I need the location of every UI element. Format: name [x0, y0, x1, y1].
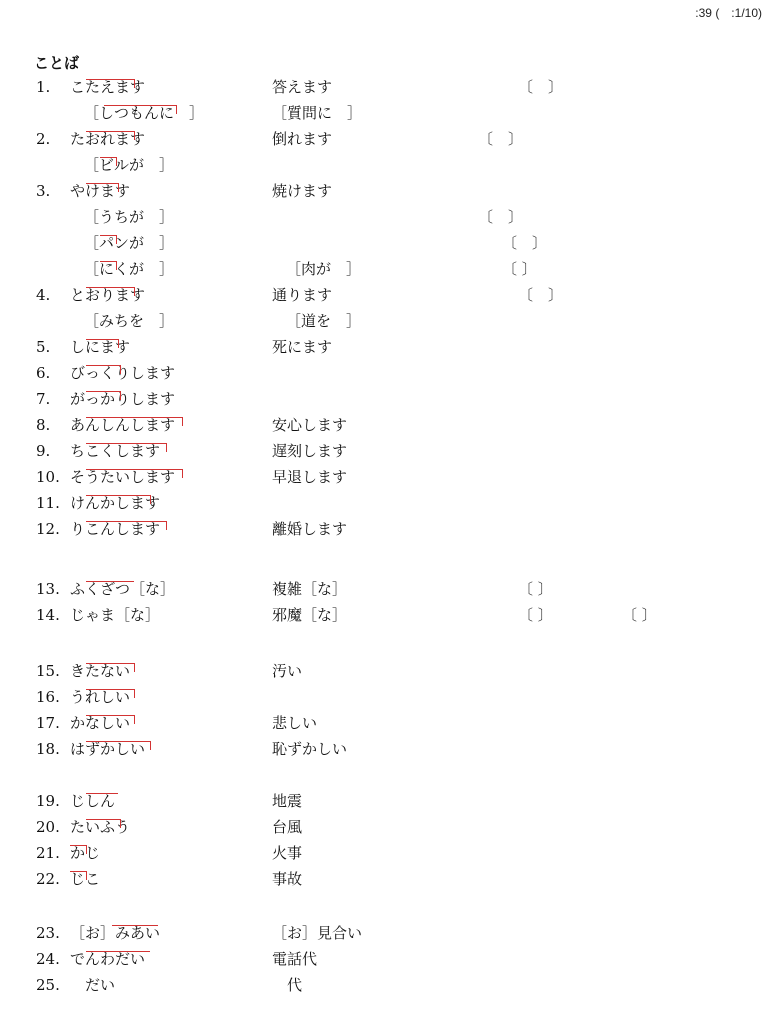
item-number: 14.: [36, 606, 60, 624]
item-reading: はずかしい: [70, 740, 146, 758]
accent-mark: [86, 339, 119, 348]
item-reading: だい: [70, 976, 116, 994]
accent-mark: [112, 925, 158, 934]
item-number: 7.: [36, 390, 51, 408]
item-kanji: 安心します: [272, 416, 348, 434]
item-number: 13.: [36, 580, 60, 598]
item-kanji: 倒れます: [272, 130, 333, 148]
item-number: 15.: [36, 662, 60, 680]
item-kanji: ［お］見合い: [272, 924, 363, 942]
item-number: 5.: [36, 338, 51, 356]
item-kanji: 複雑［な］: [272, 580, 348, 598]
item-reading: うれしい: [70, 688, 131, 706]
item-reading: きたない: [70, 662, 131, 680]
accent-mark: [86, 391, 121, 400]
item-reading: かじ: [70, 844, 101, 862]
item-number: 20.: [36, 818, 60, 836]
accent-mark: [86, 663, 135, 672]
item-kanji: 早退します: [272, 468, 348, 486]
list-item: [0, 840, 768, 866]
accent-mark: [86, 495, 151, 504]
item-reading: ［お］みあい: [70, 924, 161, 942]
answer-blank: 〔 〕: [502, 234, 548, 252]
item-number: 3.: [36, 182, 51, 200]
item-reading: そうたいします: [70, 468, 176, 486]
accent-mark: [86, 951, 150, 960]
item-number: 2.: [36, 130, 51, 148]
item-usage: ［ビルが ］: [84, 156, 175, 174]
item-number: 17.: [36, 714, 60, 732]
item-usage: ［にくが ］: [84, 260, 175, 278]
item-kanji: 邪魔［な］: [272, 606, 348, 624]
item-kanji: 代: [272, 976, 303, 994]
item-reading: かなしい: [70, 714, 131, 732]
list-item: [0, 972, 768, 998]
item-usage-kanji: ［道を ］: [286, 312, 362, 330]
list-item: [0, 866, 768, 892]
item-kanji: 事故: [272, 870, 303, 888]
item-kanji: 恥ずかしい: [272, 740, 348, 758]
item-number: 12.: [36, 520, 60, 538]
page-counter: :39 ( :1/10): [695, 6, 762, 20]
item-reading: でんわだい: [70, 950, 146, 968]
item-reading: りこんします: [70, 520, 161, 538]
accent-mark: [86, 183, 119, 192]
accent-mark: [104, 105, 177, 114]
item-reading: じしん: [70, 792, 116, 810]
accent-mark: [86, 79, 135, 88]
list-item: [0, 308, 768, 334]
item-kanji: 地震: [272, 792, 303, 810]
item-kanji: 遅刻します: [272, 442, 348, 460]
item-reading: じゃま［な］: [70, 606, 161, 624]
item-number: 11.: [36, 494, 60, 512]
item-usage: ［うちが ］: [84, 208, 175, 226]
item-number: 8.: [36, 416, 51, 434]
item-usage: ［パンが ］: [84, 234, 175, 252]
accent-mark: [70, 871, 87, 880]
item-kanji: 台風: [272, 818, 303, 836]
item-number: 25.: [36, 976, 60, 994]
accent-mark: [86, 469, 183, 478]
item-kanji: 悲しい: [272, 714, 318, 732]
item-number: 18.: [36, 740, 60, 758]
item-usage-kanji: ［質問に ］: [272, 104, 363, 122]
accent-mark: [86, 417, 183, 426]
accent-mark: [86, 287, 135, 296]
item-number: 9.: [36, 442, 51, 460]
answer-blank: 〔 〕: [622, 606, 657, 624]
item-reading: たいふう: [70, 818, 131, 836]
item-kanji: 通ります: [272, 286, 333, 304]
item-reading: とおります: [70, 286, 146, 304]
list-item: [0, 602, 768, 628]
item-number: 1.: [36, 78, 51, 96]
item-reading: じこ: [70, 870, 101, 888]
section-title: ことば: [34, 54, 80, 72]
answer-blank: 〔 〕: [478, 208, 524, 226]
item-number: 4.: [36, 286, 51, 304]
accent-mark: [100, 157, 117, 166]
item-number: 22.: [36, 870, 60, 888]
item-reading: ちこくします: [70, 442, 161, 460]
item-kanji: 答えます: [272, 78, 333, 96]
answer-blank: 〔 〕: [502, 260, 537, 278]
item-usage-kanji: ［肉が ］: [286, 260, 362, 278]
item-reading: ふくざつ［な］: [70, 580, 176, 598]
item-reading: けんかします: [70, 494, 161, 512]
accent-mark: [86, 443, 167, 452]
item-reading: あんしんします: [70, 416, 176, 434]
item-reading: やけます: [70, 182, 131, 200]
answer-blank: 〔 〕: [518, 78, 564, 96]
accent-mark: [100, 235, 117, 244]
item-number: 24.: [36, 950, 60, 968]
item-kanji: 焼けます: [272, 182, 333, 200]
answer-blank: 〔 〕: [518, 580, 553, 598]
item-reading: びっくりします: [70, 364, 176, 382]
answer-blank: 〔 〕: [518, 606, 553, 624]
item-usage: ［みちを ］: [84, 312, 175, 330]
item-kanji: 汚い: [272, 662, 303, 680]
answer-blank: 〔 〕: [518, 286, 564, 304]
item-number: 16.: [36, 688, 60, 706]
item-reading: がっかりします: [70, 390, 176, 408]
accent-mark: [86, 689, 135, 698]
item-kanji: 電話代: [272, 950, 318, 968]
accent-mark: [86, 365, 121, 374]
item-reading: たおれます: [70, 130, 146, 148]
accent-mark: [86, 131, 135, 140]
item-number: 21.: [36, 844, 60, 862]
item-kanji: 離婚します: [272, 520, 348, 538]
accent-mark: [100, 261, 117, 270]
item-kanji: 火事: [272, 844, 303, 862]
accent-mark: [86, 793, 118, 802]
accent-mark: [70, 845, 87, 854]
item-usage: ［しつもんに ］: [84, 104, 205, 122]
accent-mark: [86, 715, 135, 724]
item-number: 23.: [36, 924, 60, 942]
accent-mark: [86, 741, 151, 750]
item-number: 6.: [36, 364, 51, 382]
item-number: 10.: [36, 468, 60, 486]
answer-blank: 〔 〕: [478, 130, 524, 148]
accent-mark: [86, 521, 167, 530]
item-reading: しにます: [70, 338, 131, 356]
list-item: [0, 204, 768, 230]
accent-mark: [86, 581, 134, 590]
item-kanji: 死にます: [272, 338, 333, 356]
item-reading: こたえます: [70, 78, 146, 96]
accent-mark: [86, 819, 121, 828]
item-number: 19.: [36, 792, 60, 810]
